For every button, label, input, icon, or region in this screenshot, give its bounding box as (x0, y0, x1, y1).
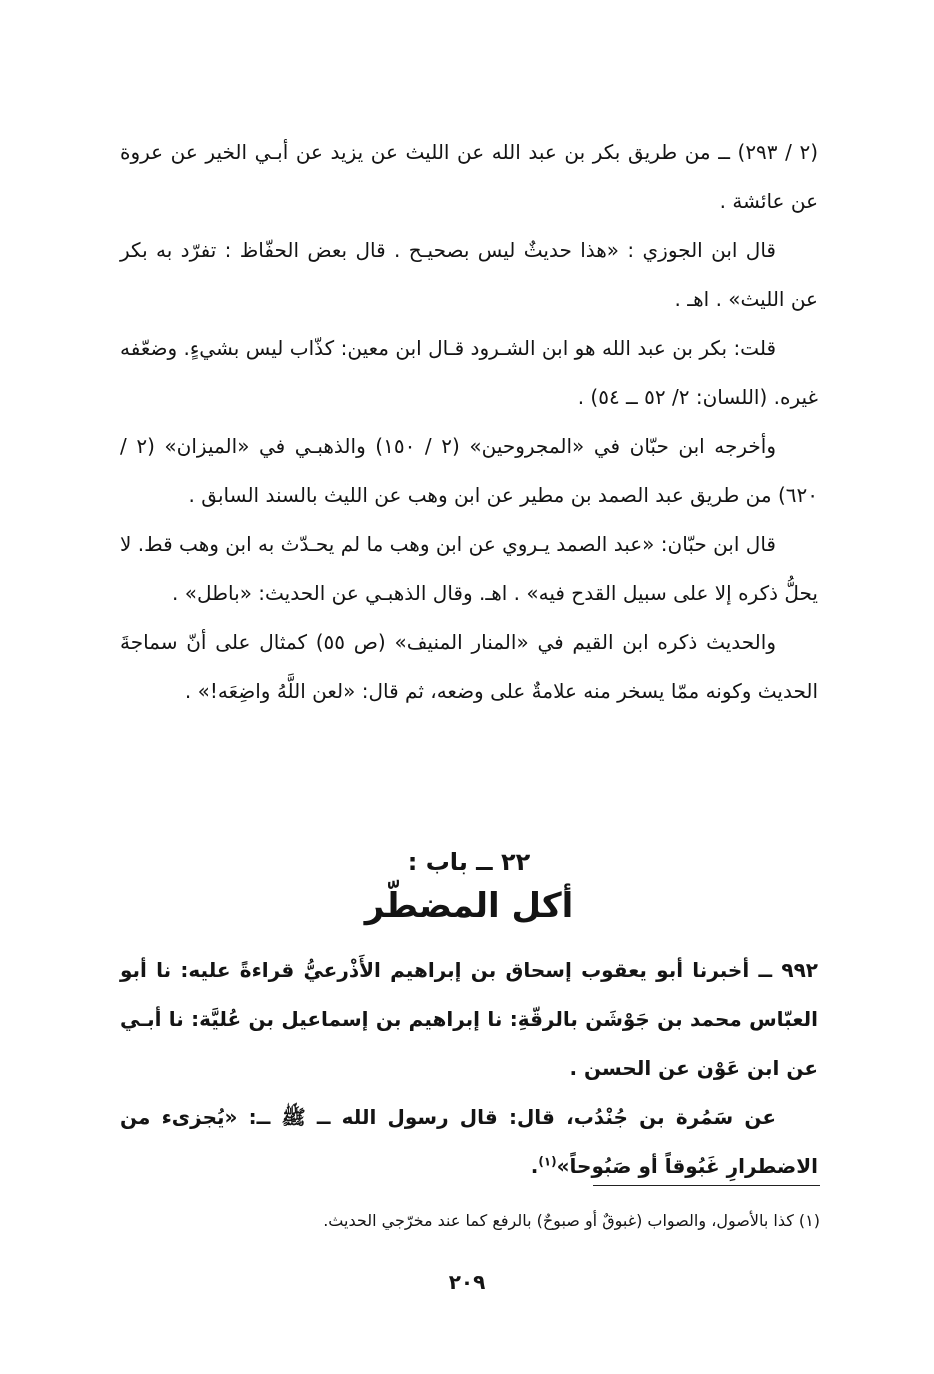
footnote-divider (593, 1185, 820, 1186)
commentary-section (120, 128, 818, 716)
footnote-reference[interactable]: (١) (538, 1154, 557, 1169)
hadith-matn: عن سَمُرة بن جُنْدُب، قال: قال رسول الله ــ ﷺ ــ: «يُجزىء من الاضطرارِ غَبُوقاً أو صَبُوحاً» (120, 1105, 818, 1178)
chapter-heading (120, 844, 818, 932)
chapter-title: أكل المضطّر (364, 886, 574, 926)
hadith-end-mark: . (530, 1154, 539, 1178)
paragraph-source-1: (٢ / ٢٩٣) ــ من طريق بكر بن عبد الله عن الليث عن يزيد عن أبـي الخير عن عروة عن عائشة . (120, 140, 818, 213)
hadith-section (120, 946, 818, 1191)
paragraph-ibn-hibban-quote: قال ابن حبّان: «عبد الصمد يـروي عن ابن وهب ما لم يحـدّث به ابن وهب قط. لا يحلُّ ذكره إلا على سبيل القدح فيه» . اهـ. وقال الذهبـي عن الحديث: «باطل» . (120, 532, 818, 605)
page-number: ٢٠٩ (448, 1270, 486, 1294)
paragraph-ibn-jawzi-quote: قال ابن الجوزي : «هذا حديثٌ ليس بصحيـح . قال بعض الحفّاظ : تفرّد به بكر عن الليث» . اهـ . (120, 238, 818, 311)
footnote: (١) كذا بالأصول، والصواب (غبوقٌ أو صبوحٌ) بالرفع كما عند مخرّجي الحديث. (323, 1211, 820, 1230)
hadith-isnad: ٩٩٢ ــ أخبرنا أبو يعقوب إسحاق بن إبراهيم الأَذْرعيُّ قراءةً عليه: نا أبو العبّاس محمد بن جَوْشَن بالرقّةِ: نا إبراهيم بن إسماعيل بن عُليَّة: نا أبـي عن ابن عَوْن عن الحسن . (120, 958, 818, 1080)
paragraph-ibn-hibban-source: وأخرجه ابن حبّان في «المجروحين» (٢ / ١٥٠) والذهبـي في «الميزان» (٢ / ٦٢٠) من طريق عبد الصمد بن مطير عن ابن وهب عن الليث بالسند السابق . (120, 434, 818, 507)
paragraph-narrator-note: قلت: بكر بن عبد الله هو ابن الشـرود قـال ابن معين: كذّاب ليس بشيءٍ. وضعّفه غيره. (اللسان: ٢/ ٥٢ ــ ٥٤) . (120, 336, 818, 409)
paragraph-ibn-qayyim-note: والحديث ذكره ابن القيم في «المنار المنيف» (ص ٥٥) كمثال على أنّ سماجةَ الحديث وكونه ممّا يسخر منه علامةٌ على وضعه، ثم قال: «لعن اللَّهُ واضِعَه!» . (120, 630, 818, 703)
chapter-number: ٢٢ ــ باب : (407, 848, 531, 876)
hadith-matn-paragraph (120, 1093, 818, 1191)
